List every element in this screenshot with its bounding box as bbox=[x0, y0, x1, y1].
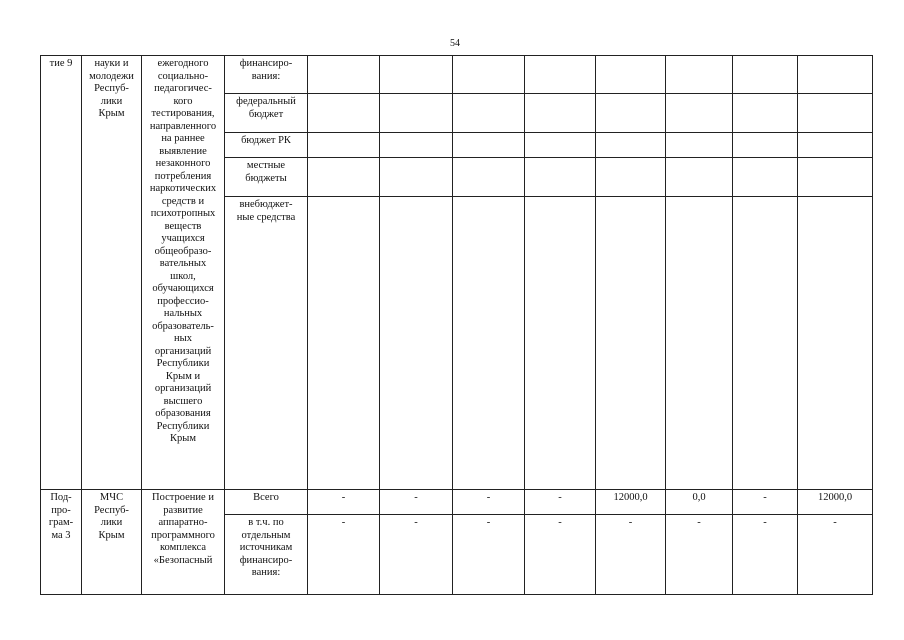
value-cell bbox=[666, 158, 733, 197]
table-row bbox=[41, 56, 873, 94]
value-cell: - bbox=[733, 515, 798, 595]
value-cell: - bbox=[525, 490, 596, 515]
value-cell bbox=[380, 94, 453, 133]
value-cell bbox=[733, 133, 798, 158]
value-cell bbox=[596, 94, 666, 133]
value-cell bbox=[733, 197, 798, 490]
value-cell bbox=[380, 133, 453, 158]
executor-cell: МЧС Респуб- лики Крым bbox=[82, 490, 142, 595]
source-cell: в т.ч. по отдельным источникам финансиро- вания: bbox=[225, 515, 308, 595]
value-cell: 12000,0 bbox=[596, 490, 666, 515]
value-cell: - bbox=[308, 490, 380, 515]
source-cell: внебюджет- ные средства bbox=[225, 197, 308, 490]
value-cell: - bbox=[596, 515, 666, 595]
value-cell bbox=[308, 133, 380, 158]
value-cell: - bbox=[453, 490, 525, 515]
value-cell bbox=[525, 133, 596, 158]
value-cell: - bbox=[380, 490, 453, 515]
source-cell: финансиро- вания: bbox=[225, 56, 308, 94]
value-cell bbox=[596, 158, 666, 197]
value-cell bbox=[666, 197, 733, 490]
value-cell: - bbox=[453, 515, 525, 595]
value-cell bbox=[453, 197, 525, 490]
value-cell bbox=[596, 197, 666, 490]
value-cell bbox=[453, 133, 525, 158]
value-cell bbox=[798, 158, 873, 197]
row-code-cell: Под- про- грам- ма 3 bbox=[41, 490, 82, 595]
value-cell bbox=[308, 94, 380, 133]
value-cell bbox=[596, 56, 666, 94]
value-cell bbox=[798, 133, 873, 158]
value-cell bbox=[380, 197, 453, 490]
value-cell bbox=[453, 158, 525, 197]
value-cell bbox=[453, 94, 525, 133]
value-cell: - bbox=[380, 515, 453, 595]
value-cell bbox=[308, 56, 380, 94]
table-row bbox=[41, 490, 873, 515]
source-cell: Всего bbox=[225, 490, 308, 515]
value-cell bbox=[525, 158, 596, 197]
value-cell bbox=[733, 94, 798, 133]
value-cell bbox=[380, 56, 453, 94]
value-cell bbox=[308, 197, 380, 490]
row-code-cell: тие 9 bbox=[41, 56, 82, 490]
value-cell bbox=[525, 94, 596, 133]
value-cell bbox=[525, 56, 596, 94]
source-cell: бюджет РК bbox=[225, 133, 308, 158]
value-cell bbox=[380, 158, 453, 197]
value-cell bbox=[798, 94, 873, 133]
value-cell: - bbox=[733, 490, 798, 515]
value-cell bbox=[453, 56, 525, 94]
source-cell: федеральный бюджет bbox=[225, 94, 308, 133]
value-cell: - bbox=[525, 515, 596, 595]
value-cell bbox=[798, 56, 873, 94]
value-cell bbox=[308, 158, 380, 197]
value-cell bbox=[798, 197, 873, 490]
page-number: 54 bbox=[450, 38, 460, 49]
value-cell bbox=[596, 133, 666, 158]
value-cell: - bbox=[798, 515, 873, 595]
source-cell: местные бюджеты bbox=[225, 158, 308, 197]
activity-cell: Построение и развитие аппаратно- программного комплекса «Безопасный bbox=[142, 490, 225, 595]
program-table bbox=[40, 55, 873, 595]
value-cell: 0,0 bbox=[666, 490, 733, 515]
value-cell bbox=[733, 56, 798, 94]
activity-cell: ежегодного социально- педагогичес- кого тестирования, направленного на раннее выявление незаконного потребления наркотических средств и психотропных веществ учащихся общеобразо- вательных школ, обучающихся профессио- нальных образователь- ных организаций Республики Крым и организаций высшего образования Республики Крым bbox=[142, 56, 225, 490]
value-cell bbox=[525, 197, 596, 490]
value-cell bbox=[733, 158, 798, 197]
executor-cell: науки и молодежи Респуб- лики Крым bbox=[82, 56, 142, 490]
value-cell: 12000,0 bbox=[798, 490, 873, 515]
value-cell: - bbox=[308, 515, 380, 595]
value-cell: - bbox=[666, 515, 733, 595]
value-cell bbox=[666, 94, 733, 133]
value-cell bbox=[666, 133, 733, 158]
value-cell bbox=[666, 56, 733, 94]
